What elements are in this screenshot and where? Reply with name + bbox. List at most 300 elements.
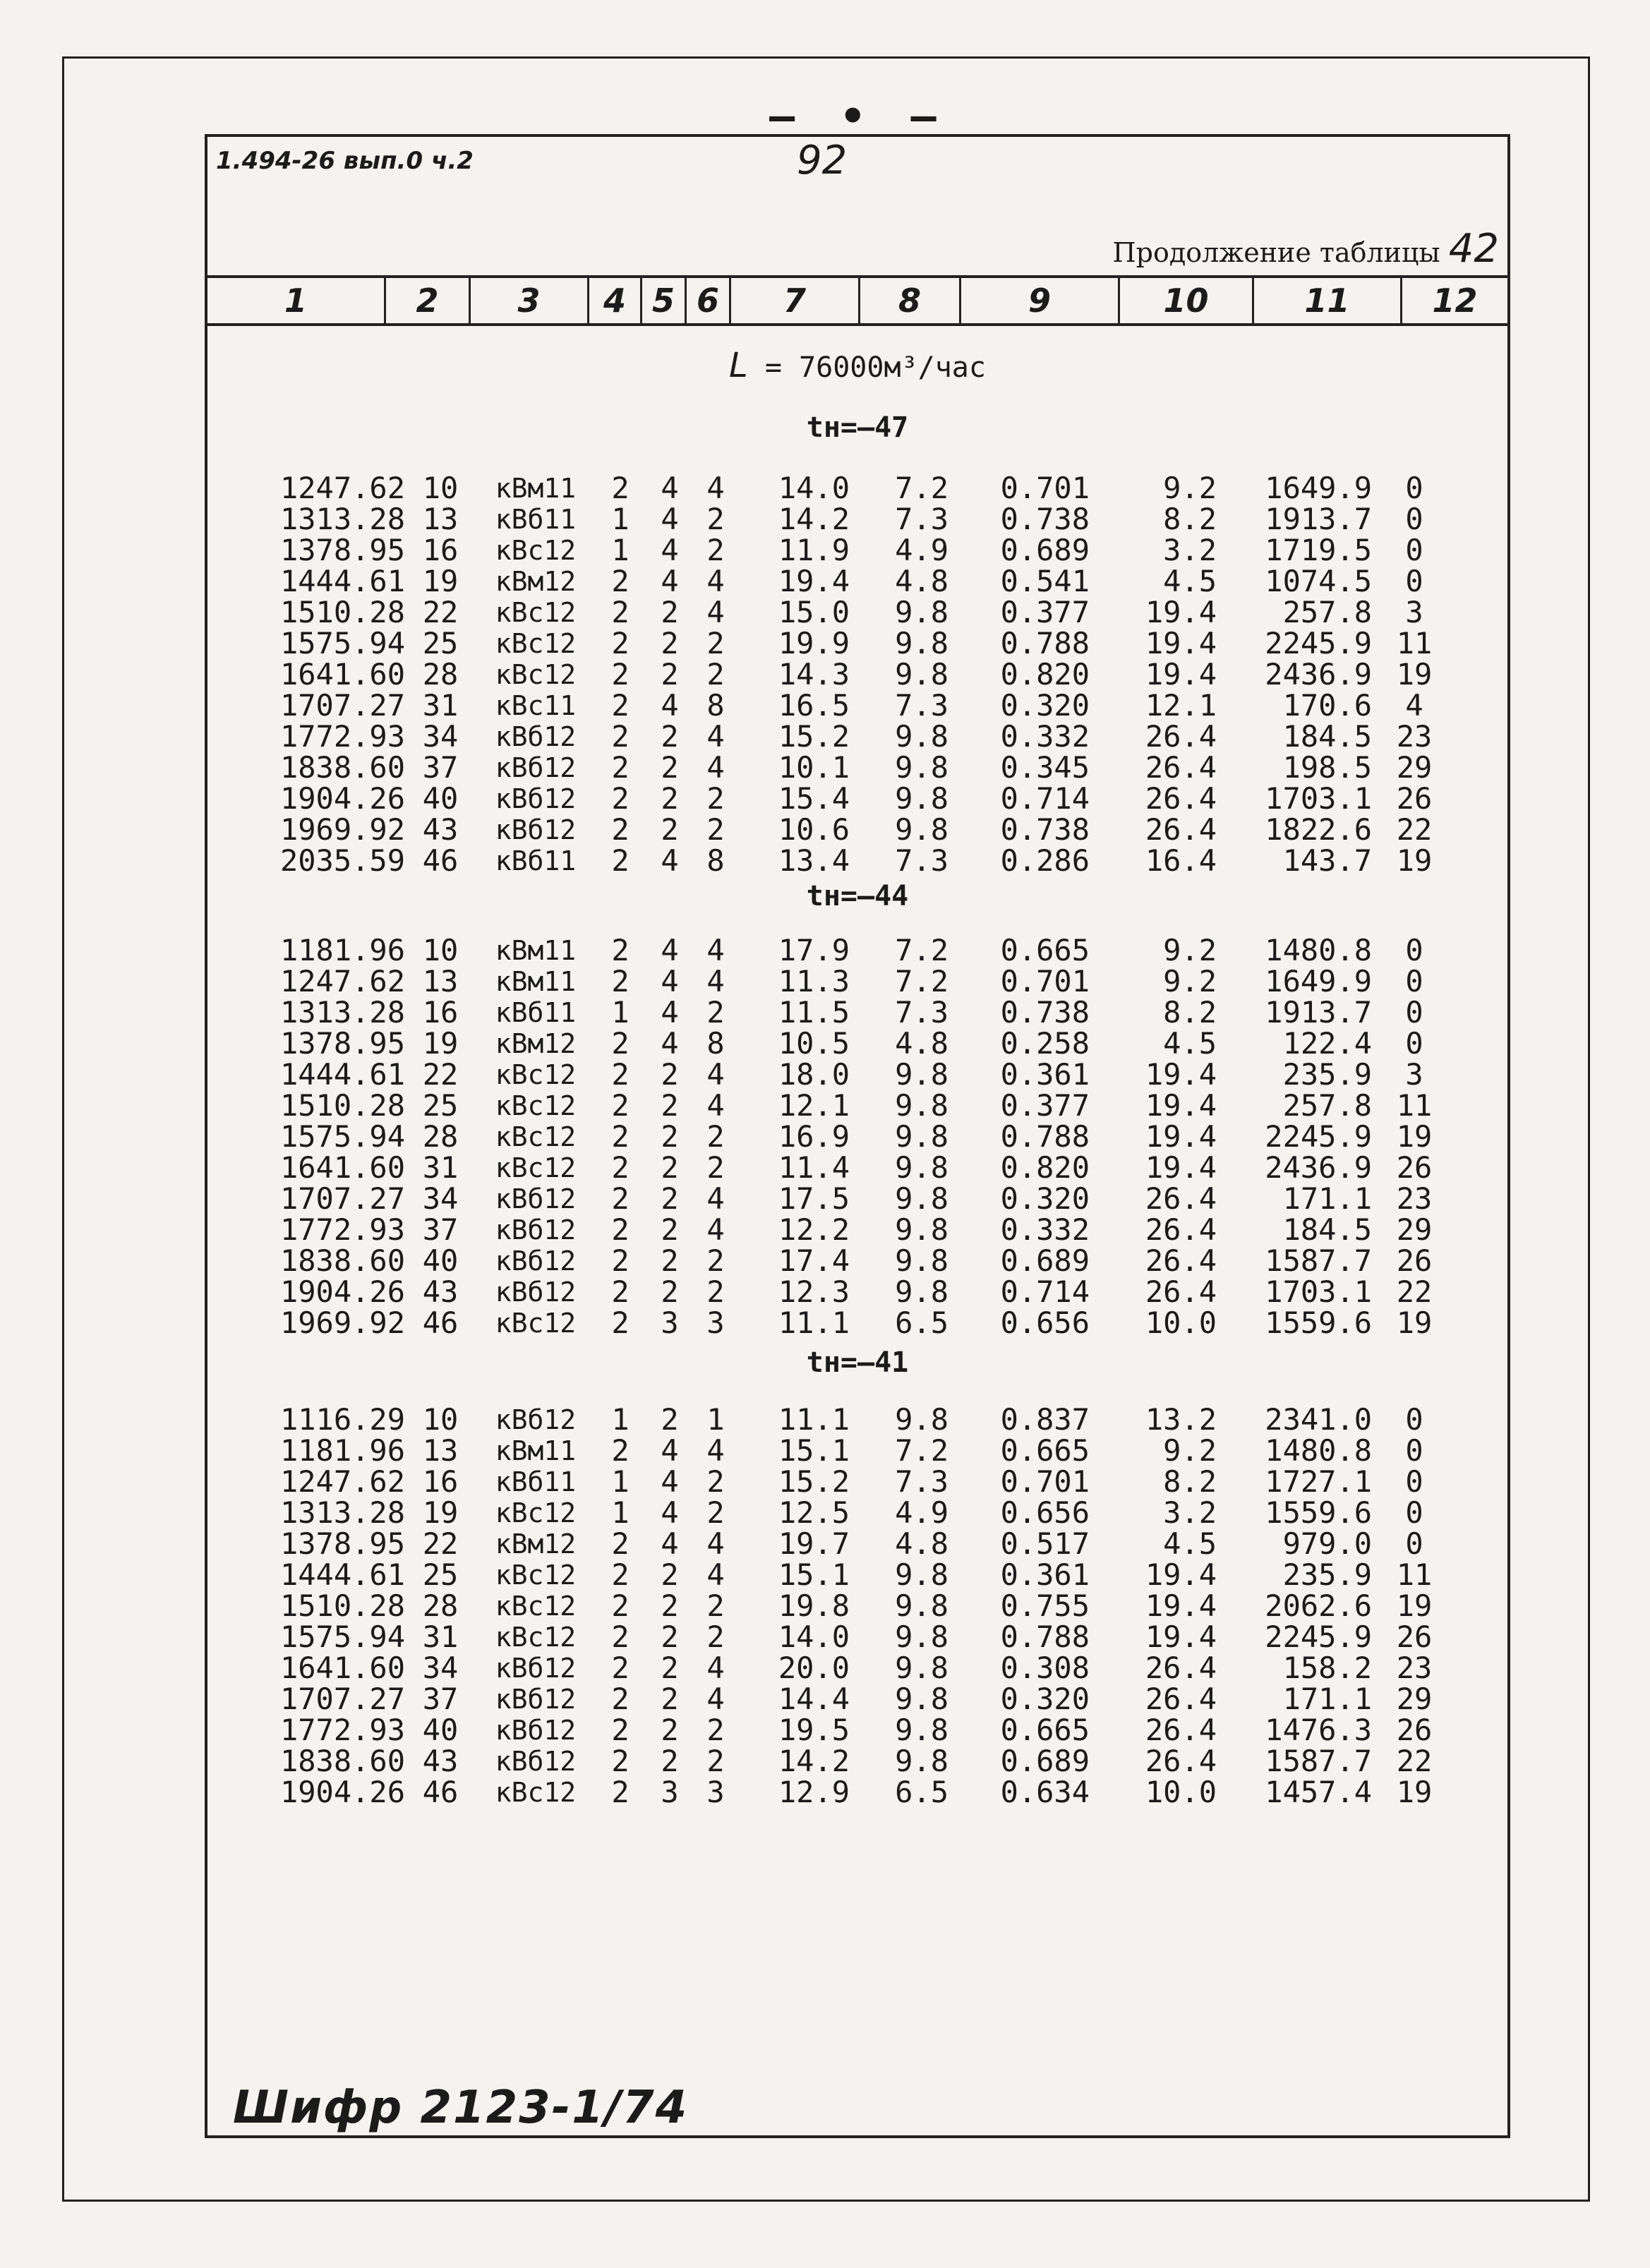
table-cell: 12.9: [778, 1775, 850, 1809]
table-cell: 1116.29: [279, 1402, 405, 1437]
table-cell: 37: [422, 1212, 459, 1247]
table-cell: 0: [1405, 1402, 1423, 1437]
table-cell: 0.714: [1000, 781, 1090, 816]
table-cell: 10.0: [1145, 1305, 1217, 1340]
table-cell: 1838.60: [279, 1744, 405, 1778]
table-cell: 8: [706, 1026, 725, 1061]
table-cell: 3.2: [1163, 1495, 1217, 1530]
table-cell: 22: [1396, 1744, 1433, 1778]
table-cell: 34: [422, 1181, 459, 1216]
table-cell: 2: [611, 657, 630, 692]
flow-rate-line: [207, 346, 1507, 385]
table-cell: 2: [706, 995, 725, 1030]
table-cell: 1559.6: [1265, 1305, 1372, 1340]
table-cell: 2: [661, 1744, 679, 1778]
table-cell: 9.8: [895, 1088, 949, 1123]
continuation-label: Продолжение таблицы: [1112, 237, 1440, 268]
table-row: [207, 1497, 1457, 1528]
table-cell: 235.9: [1282, 1557, 1372, 1592]
table-cell: 0.308: [1000, 1651, 1090, 1685]
column-header: 4: [603, 282, 626, 320]
table-cell: 1838.60: [279, 1243, 405, 1278]
table-cell: кВм11: [495, 473, 577, 504]
table-cell: 2: [611, 781, 630, 816]
table-cell: 0.361: [1000, 1557, 1090, 1592]
table-cell: 2: [706, 657, 725, 692]
table-cell: 26.4: [1145, 750, 1217, 785]
table-cell: 31: [422, 1619, 459, 1654]
table-cell: 1703.1: [1265, 1274, 1372, 1309]
table-row: [207, 1090, 1457, 1121]
table-cell: 4.8: [895, 1526, 949, 1561]
table-cell: 0.286: [1000, 843, 1090, 878]
table-cell: 2245.9: [1265, 1119, 1372, 1154]
table-cell: 9.8: [895, 1181, 949, 1216]
table-cell: кВб12: [495, 1277, 577, 1308]
table-cell: 235.9: [1282, 1057, 1372, 1092]
table-cell: 2: [611, 1181, 630, 1216]
table-cell: 1: [706, 1402, 725, 1437]
column-header: 5: [651, 282, 675, 320]
table-cell: 15.2: [778, 719, 850, 754]
table-cell: 122.4: [1282, 1026, 1372, 1061]
table-cell: 19.9: [778, 626, 850, 661]
table-cell: 10: [422, 1402, 459, 1437]
table-cell: 26.4: [1145, 1682, 1217, 1716]
table-cell: 26.4: [1145, 1181, 1217, 1216]
table-cell: 1707.27: [279, 1181, 405, 1216]
table-cell: 2: [611, 1775, 630, 1809]
table-cell: 0: [1405, 1026, 1423, 1061]
table-cell: 14.0: [778, 471, 850, 505]
table-cell: 9.8: [895, 1588, 949, 1623]
table-cell: 8.2: [1163, 995, 1217, 1030]
table-cell: 26.4: [1145, 812, 1217, 847]
table-row: [207, 1715, 1457, 1746]
table-cell: 0.320: [1000, 1682, 1090, 1716]
table-cell: 2062.6: [1265, 1588, 1372, 1623]
column-header: 12: [1432, 282, 1478, 320]
table-row: [207, 1121, 1457, 1152]
table-cell: 2: [661, 1651, 679, 1685]
table-cell: 19.4: [1145, 1557, 1217, 1592]
table-cell: 0.701: [1000, 471, 1090, 505]
table-cell: 0.738: [1000, 995, 1090, 1030]
table-cell: 19.8: [778, 1588, 850, 1623]
table-cell: 14.2: [778, 1744, 850, 1778]
table-cell: 4: [706, 1088, 725, 1123]
table-cell: 2245.9: [1265, 1619, 1372, 1654]
table-cell: 10: [422, 933, 459, 967]
table-cell: 10.1: [778, 750, 850, 785]
table-row: [207, 1245, 1457, 1277]
table-cell: 16: [422, 533, 459, 567]
table-cell: 2436.9: [1265, 657, 1372, 692]
table-cell: 1480.8: [1265, 933, 1372, 967]
table-cell: 0.332: [1000, 1212, 1090, 1247]
table-row: [207, 1622, 1457, 1653]
table-cell: 2: [706, 1464, 725, 1499]
table-cell: 1587.7: [1265, 1744, 1372, 1778]
table-number: 42: [1448, 226, 1499, 272]
table-row: [207, 1059, 1457, 1090]
flow-value: = 76000м³/час: [764, 351, 986, 384]
table-cell: 4: [661, 533, 679, 567]
table-cell: 9.8: [895, 1274, 949, 1309]
table-cell: 2: [661, 1181, 679, 1216]
table-cell: 19: [1396, 843, 1433, 878]
table-cell: 23: [1396, 719, 1433, 754]
table-cell: 1378.95: [279, 533, 405, 567]
table-cell: 0.689: [1000, 1744, 1090, 1778]
table-row: [207, 1528, 1457, 1560]
table-cell: 8.2: [1163, 502, 1217, 536]
table-cell: 0.345: [1000, 750, 1090, 785]
table-cell: 12.2: [778, 1212, 850, 1247]
table-cell: 4: [706, 1526, 725, 1561]
table-cell: 7.3: [895, 502, 949, 536]
column-header-row: [207, 275, 1507, 326]
table-cell: кВм11: [495, 935, 577, 966]
table-cell: 40: [422, 781, 459, 816]
table-cell: 1510.28: [279, 1588, 405, 1623]
column-header: 11: [1304, 282, 1350, 320]
table-cell: 26.4: [1145, 1713, 1217, 1747]
table-cell: 1: [611, 533, 630, 567]
table-cell: 2: [611, 1651, 630, 1685]
column-header: 10: [1163, 282, 1209, 320]
table-cell: 2: [611, 1682, 630, 1716]
table-cell: 184.5: [1282, 1212, 1372, 1247]
table-cell: 1247.62: [279, 964, 405, 999]
table-cell: кВс12: [495, 535, 577, 566]
table-cell: 2: [611, 1713, 630, 1747]
table-cell: 40: [422, 1713, 459, 1747]
table-row: [207, 566, 1457, 597]
table-cell: 2: [611, 1557, 630, 1592]
table-cell: 2: [706, 1713, 725, 1747]
table-cell: кВс12: [495, 659, 577, 690]
table-cell: 4: [661, 1495, 679, 1530]
table-cell: 0: [1405, 564, 1423, 598]
table-cell: 1703.1: [1265, 781, 1372, 816]
table-cell: 0.665: [1000, 1713, 1090, 1747]
table-cell: 1181.96: [279, 933, 405, 967]
table-cell: 19.7: [778, 1526, 850, 1561]
table-cell: 7.2: [895, 471, 949, 505]
table-cell: 4: [706, 564, 725, 598]
table-cell: 22: [422, 1526, 459, 1561]
table-cell: 19.4: [1145, 1150, 1217, 1185]
table-row: [207, 752, 1457, 783]
table-row: [207, 966, 1457, 997]
table-cell: 4: [661, 502, 679, 536]
table-cell: 13: [422, 1433, 459, 1468]
table-cell: 0.755: [1000, 1588, 1090, 1623]
table-row: [207, 935, 1457, 966]
table-cell: кВб12: [495, 1214, 577, 1245]
table-cell: 0.377: [1000, 595, 1090, 629]
table-row: [207, 1684, 1457, 1715]
table-cell: 10: [422, 471, 459, 505]
table-cell: кВс12: [495, 1090, 577, 1121]
table-cell: 1707.27: [279, 688, 405, 723]
table-cell: 9.8: [895, 781, 949, 816]
table-cell: 13: [422, 964, 459, 999]
table-cell: 1313.28: [279, 1495, 405, 1530]
table-cell: 0: [1405, 471, 1423, 505]
table-cell: 2035.59: [279, 843, 405, 878]
data-section-table: [207, 1404, 1457, 1808]
table-cell: 29: [1396, 750, 1433, 785]
table-cell: 1838.60: [279, 750, 405, 785]
table-cell: 4: [706, 719, 725, 754]
table-cell: 2: [611, 1212, 630, 1247]
table-cell: 2: [611, 1057, 630, 1092]
table-cell: 4: [706, 1651, 725, 1685]
table-cell: кВс12: [495, 1560, 577, 1591]
table-cell: 9.8: [895, 1713, 949, 1747]
table-cell: 16.4: [1145, 843, 1217, 878]
table-cell: 1641.60: [279, 1150, 405, 1185]
table-cell: 9.8: [895, 1212, 949, 1247]
table-cell: 26: [1396, 1713, 1433, 1747]
table-cell: 979.0: [1282, 1526, 1372, 1561]
table-cell: 1904.26: [279, 1775, 405, 1809]
table-cell: 1707.27: [279, 1682, 405, 1716]
table-cell: 11.9: [778, 533, 850, 567]
table-cell: 4: [706, 1212, 725, 1247]
table-cell: 2: [661, 1588, 679, 1623]
table-cell: 11.1: [778, 1305, 850, 1340]
top-rule: [207, 134, 1507, 137]
table-cell: кВб11: [495, 504, 577, 535]
table-cell: 0.665: [1000, 933, 1090, 967]
table-cell: кВб12: [495, 1653, 577, 1684]
table-cell: 19: [422, 564, 459, 598]
table-cell: 2: [661, 1119, 679, 1154]
table-cell: 1575.94: [279, 1119, 405, 1154]
table-cell: 2: [611, 1026, 630, 1061]
table-row: [207, 1591, 1457, 1622]
table-cell: кВм11: [495, 1435, 577, 1466]
table-cell: 9.2: [1163, 1433, 1217, 1468]
table-cell: 4: [661, 843, 679, 878]
table-cell: 17.5: [778, 1181, 850, 1216]
table-cell: 23: [1396, 1181, 1433, 1216]
table-cell: 2: [611, 1619, 630, 1654]
table-cell: 9.8: [895, 1619, 949, 1654]
table-cell: 26: [1396, 1619, 1433, 1654]
table-cell: 1: [611, 1495, 630, 1530]
page-number: 92: [797, 138, 848, 183]
table-cell: 1: [611, 502, 630, 536]
table-cell: 9.8: [895, 595, 949, 629]
table-row: [207, 1746, 1457, 1777]
table-cell: 29: [1396, 1212, 1433, 1247]
table-row: [207, 721, 1457, 752]
table-cell: 11: [1396, 626, 1433, 661]
table-row: [207, 1435, 1457, 1466]
table-row: [207, 659, 1457, 690]
table-cell: 1649.9: [1265, 471, 1372, 505]
table-cell: 0.788: [1000, 1619, 1090, 1654]
table-cell: 23: [1396, 1651, 1433, 1685]
table-cell: 43: [422, 1744, 459, 1778]
table-cell: 8: [706, 688, 725, 723]
table-cell: кВс12: [495, 597, 577, 628]
table-cell: 19.4: [1145, 1088, 1217, 1123]
table-cell: 1772.93: [279, 719, 405, 754]
table-cell: 1313.28: [279, 995, 405, 1030]
table-cell: 0.738: [1000, 812, 1090, 847]
table-cell: 10.6: [778, 812, 850, 847]
table-cell: 1969.92: [279, 812, 405, 847]
table-cell: 14.3: [778, 657, 850, 692]
table-cell: 1719.5: [1265, 533, 1372, 567]
table-cell: 4: [661, 964, 679, 999]
table-cell: 29: [1396, 1682, 1433, 1716]
table-cell: 1444.61: [279, 1557, 405, 1592]
table-cell: 43: [422, 812, 459, 847]
table-cell: 16: [422, 1464, 459, 1499]
table-cell: 1510.28: [279, 1088, 405, 1123]
table-cell: 0.332: [1000, 719, 1090, 754]
table-cell: 4.8: [895, 1026, 949, 1061]
table-cell: 11.1: [778, 1402, 850, 1437]
table-cell: 1772.93: [279, 1212, 405, 1247]
table-cell: кВб11: [495, 845, 577, 876]
table-cell: 12.1: [1145, 688, 1217, 723]
table-cell: 9.8: [895, 1402, 949, 1437]
table-cell: 184.5: [1282, 719, 1372, 754]
table-cell: 1641.60: [279, 1651, 405, 1685]
table-cell: 171.1: [1282, 1682, 1372, 1716]
table-cell: 16.5: [778, 688, 850, 723]
table-cell: 171.1: [1282, 1181, 1372, 1216]
table-cell: 1904.26: [279, 781, 405, 816]
table-cell: 11: [1396, 1088, 1433, 1123]
table-cell: 15.0: [778, 595, 850, 629]
table-cell: 7.2: [895, 1433, 949, 1468]
table-cell: 2: [706, 781, 725, 816]
table-cell: 2: [661, 626, 679, 661]
table-cell: 4.5: [1163, 564, 1217, 598]
table-cell: 257.8: [1282, 1088, 1372, 1123]
table-cell: 4: [706, 1181, 725, 1216]
table-cell: 143.7: [1282, 843, 1372, 878]
table-cell: 9.8: [895, 1651, 949, 1685]
flow-symbol: L: [729, 346, 748, 385]
column-header: 9: [1028, 282, 1051, 320]
table-cell: кВс12: [495, 628, 577, 659]
table-cell: 2: [611, 471, 630, 505]
table-cell: 34: [422, 1651, 459, 1685]
column-header: 7: [783, 282, 806, 320]
table-cell: 0.701: [1000, 1464, 1090, 1499]
table-cell: 2: [611, 626, 630, 661]
table-cell: 1444.61: [279, 564, 405, 598]
table-cell: 9.2: [1163, 964, 1217, 999]
table-cell: 2: [706, 1274, 725, 1309]
table-cell: 2: [611, 688, 630, 723]
table-cell: 26.4: [1145, 1744, 1217, 1778]
table-cell: 19: [1396, 1588, 1433, 1623]
table-cell: 1476.3: [1265, 1713, 1372, 1747]
table-cell: 12.1: [778, 1088, 850, 1123]
column-header: 1: [284, 282, 307, 320]
table-cell: кВс12: [495, 1591, 577, 1622]
table-cell: 0: [1405, 964, 1423, 999]
table-cell: 2: [706, 1744, 725, 1778]
table-cell: 1: [611, 1402, 630, 1437]
table-cell: 0.656: [1000, 1305, 1090, 1340]
table-cell: 3.2: [1163, 533, 1217, 567]
document-code: 1.494-26 вып.0 ч.2: [216, 147, 474, 175]
table-cell: кВб12: [495, 1746, 577, 1777]
table-cell: кВс12: [495, 1059, 577, 1090]
table-cell: 257.8: [1282, 595, 1372, 629]
table-cell: 31: [422, 1150, 459, 1185]
table-cell: 2: [661, 1682, 679, 1716]
table-cell: 1181.96: [279, 1433, 405, 1468]
table-cell: 19: [422, 1026, 459, 1061]
table-cell: 11.5: [778, 995, 850, 1030]
table-cell: 2: [661, 1619, 679, 1654]
table-cell: 19: [1396, 1119, 1433, 1154]
table-row: [207, 535, 1457, 566]
table-row: [207, 690, 1457, 721]
table-cell: 0.377: [1000, 1088, 1090, 1123]
table-cell: 1772.93: [279, 1713, 405, 1747]
table-cell: 3: [1405, 1057, 1423, 1092]
table-row: [207, 1308, 1457, 1339]
table-cell: 26.4: [1145, 1243, 1217, 1278]
table-cell: 9.8: [895, 1682, 949, 1716]
table-cell: 2: [706, 1119, 725, 1154]
table-row: [207, 473, 1457, 504]
table-cell: 2: [706, 1150, 725, 1185]
table-cell: 1575.94: [279, 1619, 405, 1654]
table-cell: кВм12: [495, 1028, 577, 1059]
table-cell: 9.2: [1163, 471, 1217, 505]
table-cell: 2: [611, 564, 630, 598]
table-cell: 4: [661, 688, 679, 723]
table-cell: 9.8: [895, 1744, 949, 1778]
table-cell: 26.4: [1145, 781, 1217, 816]
table-row: [207, 997, 1457, 1028]
table-cell: 28: [422, 1119, 459, 1154]
table-cell: 7.2: [895, 933, 949, 967]
table-cell: 1510.28: [279, 595, 405, 629]
table-cell: 2: [661, 1150, 679, 1185]
table-cell: 2: [661, 1557, 679, 1592]
table-cell: 1378.95: [279, 1026, 405, 1061]
table-cell: 1247.62: [279, 1464, 405, 1499]
table-cell: 2: [611, 1526, 630, 1561]
table-cell: 2: [611, 1305, 630, 1340]
table-cell: 1904.26: [279, 1274, 405, 1309]
table-row: [207, 814, 1457, 845]
table-cell: 1649.9: [1265, 964, 1372, 999]
table-cell: 3: [1405, 595, 1423, 629]
table-cell: 0.738: [1000, 502, 1090, 536]
table-cell: 19.4: [1145, 1619, 1217, 1654]
table-cell: кВб12: [495, 1183, 577, 1214]
table-cell: 26.4: [1145, 719, 1217, 754]
section-label: tн=—41: [806, 1346, 909, 1379]
table-cell: 19.4: [1145, 657, 1217, 692]
